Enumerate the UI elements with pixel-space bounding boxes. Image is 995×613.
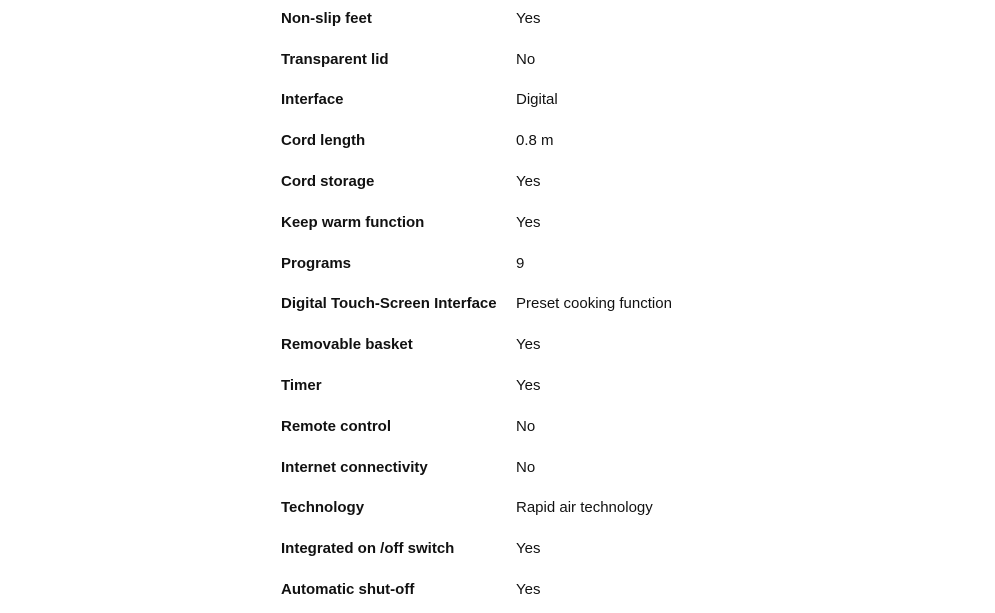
spec-label: Automatic shut-off [281, 581, 415, 599]
spec-label: Technology [281, 499, 365, 517]
spec-label: Removable basket [281, 336, 413, 354]
spec-row-interface [281, 80, 801, 121]
spec-value: Yes [516, 377, 541, 395]
spec-value: Yes [516, 540, 541, 558]
spec-row-digital-touch-screen-interface [281, 284, 801, 325]
spec-value: Yes [516, 9, 541, 27]
spec-label: Timer [281, 377, 322, 395]
spec-label: Non-slip feet [281, 9, 372, 27]
spec-row-keep-warm-function [281, 202, 801, 243]
spec-value: 9 [516, 254, 525, 272]
spec-value: Yes [516, 581, 541, 599]
spec-label: Cord length [281, 132, 366, 150]
spec-label: Transparent lid [281, 50, 389, 68]
spec-value: Preset cooking function [516, 295, 672, 313]
spec-value: No [516, 50, 536, 68]
spec-value: No [516, 417, 536, 435]
spec-value: Digital [516, 91, 558, 109]
spec-value: Yes [516, 173, 541, 191]
spec-label: Digital Touch-Screen Interface [281, 295, 497, 313]
spec-label: Remote control [281, 417, 392, 435]
spec-row-cord-storage [281, 161, 801, 202]
spec-row-remote-control [281, 406, 801, 447]
spec-row-non-slip-feet [281, 0, 801, 39]
spec-value: Rapid air technology [516, 499, 653, 517]
spec-value: No [516, 458, 536, 476]
spec-row-removable-basket [281, 324, 801, 365]
spec-row-automatic-shut-off [281, 569, 801, 610]
spec-value: Yes [516, 213, 541, 231]
spec-label: Keep warm function [281, 213, 425, 231]
spec-label: Cord storage [281, 173, 375, 191]
spec-table [281, 0, 801, 610]
spec-value: Yes [516, 336, 541, 354]
spec-row-integrated-on-off-switch [281, 528, 801, 569]
spec-label: Integrated on /off switch [281, 540, 455, 558]
spec-row-internet-connectivity [281, 447, 801, 488]
spec-label: Interface [281, 91, 344, 109]
spec-row-transparent-lid [281, 39, 801, 80]
spec-row-timer [281, 365, 801, 406]
spec-row-technology [281, 488, 801, 529]
spec-row-cord-length [281, 120, 801, 161]
spec-label: Internet connectivity [281, 458, 428, 476]
spec-value: 0.8 m [516, 132, 554, 150]
spec-row-programs [281, 243, 801, 284]
spec-label: Programs [281, 254, 352, 272]
